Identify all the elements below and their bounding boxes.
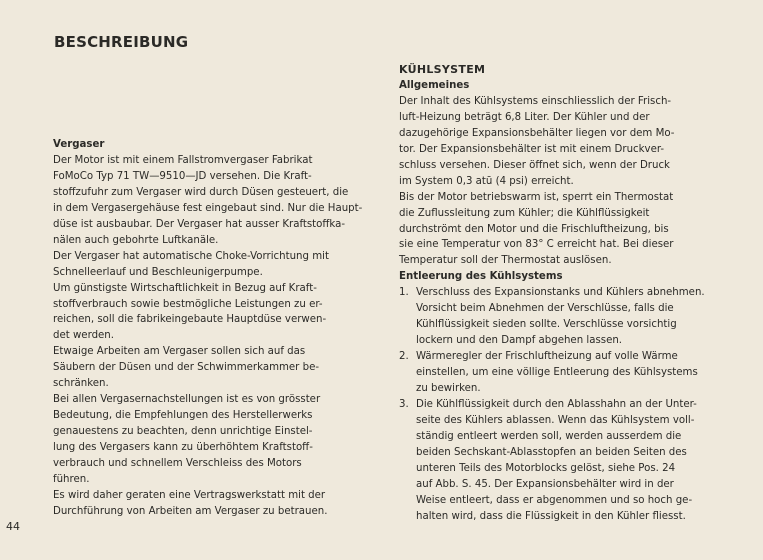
text-line: lockern und den Dampf abgehen lassen. [416, 335, 623, 347]
text-line: in dem Vergasergehäuse fest eingebaut sind. Nur die Haupt- [53, 202, 363, 214]
subheading-allgemeines: Allgemeines [399, 79, 470, 91]
text-line: zu bewirken. [416, 383, 481, 395]
left-column [53, 137, 378, 520]
list-item-number: 1. [399, 287, 409, 299]
text-line: stoffzufuhr zum Vergaser wird durch Düsen gesteuert, die [53, 186, 349, 198]
list-item-text [416, 349, 698, 397]
right-column [399, 62, 717, 525]
text-line: Bedeutung, die Empfehlungen des Herstellerwerks [53, 410, 313, 422]
text-line: durchströmt den Motor und die Frischluftheizung, bis [399, 223, 669, 235]
section-heading-vergaser: Vergaser [53, 139, 105, 150]
text-line: düse ist ausbaubar. Der Vergaser hat ausser Kraftstoffka- [53, 218, 346, 230]
text-line: seite des Kühlers ablassen. Wenn das Kühlsystem voll- [416, 414, 695, 426]
text-line: halten wird, dass die Flüssigkeit in den Kühler fliesst. [416, 510, 686, 522]
text-line: ständig entleert werden soll, werden ausserdem die [416, 430, 682, 442]
list-item [399, 285, 717, 349]
text-line: Durchführung von Arbeiten am Vergaser zu betrauen. [53, 505, 328, 517]
text-line: Der Vergaser hat automatische Choke-Vorrichtung mit [53, 250, 329, 262]
allgemeines-text [399, 94, 717, 269]
text-line: Bei allen Vergasernachstellungen ist es von grösster [53, 394, 321, 406]
list-item-number: 3. [399, 399, 409, 411]
text-line: Verschluss des Expansionstanks und Kühlers abnehmen. [416, 287, 705, 299]
text-line: Säubern der Düsen und der Schwimmerkammer be- [53, 362, 320, 374]
text-line: Bis der Motor betriebswarm ist, sperrt ein Thermostat [399, 191, 674, 203]
vergaser-text [53, 153, 378, 520]
text-line: die Zuflussleitung zum Kühler; die Kühlflüssigkeit [399, 207, 650, 219]
text-line: Die Kühlflüssigkeit durch den Ablasshahn an der Unter- [416, 399, 697, 411]
text-line: schluss versehen. Dieser öffnet sich, wenn der Druck [399, 159, 670, 171]
text-line: luft-Heizung beträgt 6,8 Liter. Der Kühler und der [399, 111, 650, 123]
list-item-text [416, 285, 705, 349]
text-line: sie eine Temperatur von 83° C erreicht hat. Bei dieser [399, 239, 674, 251]
text-line: reichen, soll die fabrikeingebaute Hauptdüse verwen- [53, 314, 327, 326]
text-line: Vorsicht beim Abnehmen der Verschlüsse, falls die [416, 303, 674, 315]
text-line: führen. [53, 474, 90, 486]
subheading-entleerung: Entleerung des Kühlsystems [399, 271, 563, 283]
text-line: Weise entleert, dass er abgenommen und so hoch ge- [416, 494, 693, 506]
text-line: Es wird daher geraten eine Vertragswerkstatt mit der [53, 489, 326, 501]
text-line: im System 0,3 atū (4 psi) erreicht. [399, 175, 574, 187]
text-line: Der Inhalt des Kühlsystems einschliesslich der Frisch- [399, 95, 672, 107]
list-item [399, 349, 717, 397]
text-line: det werden. [53, 330, 115, 342]
text-line: lung des Vergasers kann zu überhöhtem Kraftstoff- [53, 442, 313, 454]
text-line: Kühlflüssigkeit sieden sollte. Verschlüsse vorsichtig [416, 319, 677, 331]
text-line: tor. Der Expansionsbehälter ist mit einem Druckver- [399, 143, 665, 155]
text-line: Wärmeregler der Frischluftheizung auf volle Wärme [416, 351, 678, 363]
text-line: stoffverbrauch sowie bestmögliche Leistungen zu er- [53, 298, 323, 310]
text-line: FoMoCo Typ 71 TW—9510—JD versehen. Die Kraft- [53, 170, 312, 182]
text-line: unteren Teils des Motorblocks gelöst, siehe Pos. 24 [416, 462, 676, 474]
text-line: einstellen, um eine völlige Entleerung des Kühlsystems [416, 367, 698, 379]
section-heading-kuehlsystem: KÜHLSYSTEM [399, 63, 486, 76]
list-item-text [416, 397, 697, 525]
page-title: BESCHREIBUNG [54, 33, 189, 51]
text-line: Um günstigste Wirtschaftlichkeit in Bezug auf Kraft- [53, 282, 317, 294]
page-number: 44 [6, 520, 20, 533]
list-item [399, 397, 717, 525]
text-line: Schnelleerlauf und Beschleunigerpumpe. [53, 266, 263, 278]
text-line: nälen auch gebohrte Luftkanäle. [53, 234, 219, 246]
text-line: auf Abb. S. 45. Der Expansionsbehälter wird in der [416, 478, 674, 490]
text-line: Etwaige Arbeiten am Vergaser sollen sich auf das [53, 346, 306, 358]
text-line: schränken. [53, 378, 109, 390]
text-line: dazugehörige Expansionsbehälter liegen vor dem Mo- [399, 127, 675, 139]
text-line: genauestens zu beachten, denn unrichtige Einstel- [53, 426, 313, 438]
text-line: Temperatur soll der Thermostat auslösen. [399, 255, 612, 267]
list-item-number: 2. [399, 351, 409, 363]
text-line: verbrauch und schnellem Verschleiss des Motors [53, 458, 302, 470]
text-line: beiden Sechskant-Ablasstopfen an beiden Seiten des [416, 446, 687, 458]
text-line: Der Motor ist mit einem Fallstromvergaser Fabrikat [53, 154, 313, 166]
